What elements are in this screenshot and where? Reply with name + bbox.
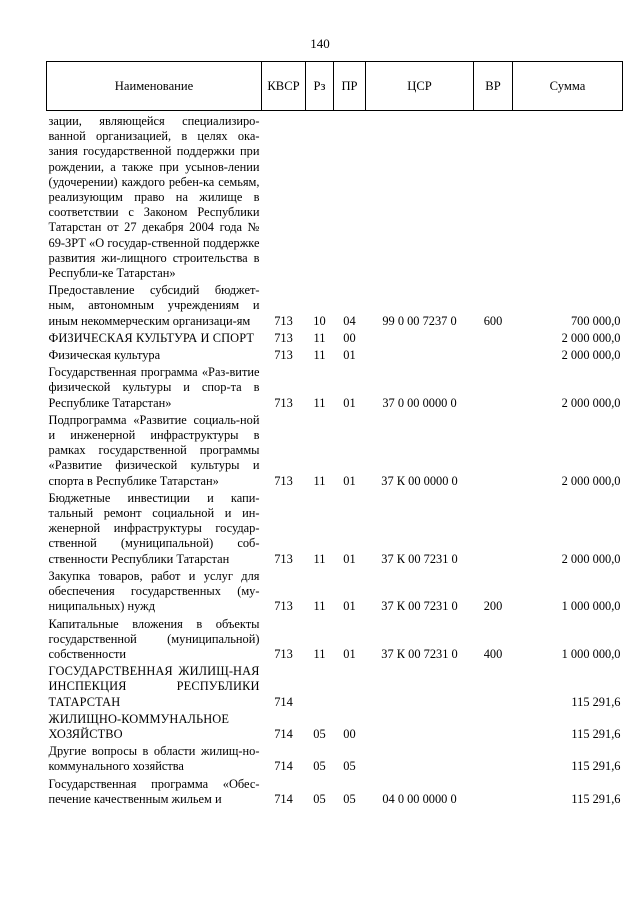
row-name: ФИЗИЧЕСКАЯ КУЛЬТУРА И СПОРТ xyxy=(48,330,255,345)
header-rz: Рз xyxy=(306,62,334,111)
row-vr xyxy=(474,413,513,491)
header-name: Наименование xyxy=(47,62,262,111)
row-name: Предоставление субсидий бюджет-ным, автономным учреждениям и иным некоммерческим организаци-ям xyxy=(48,283,260,328)
row-rz: 11 xyxy=(313,348,326,363)
row-name: Бюджетные инвестиции и капи-тальный ремонт социальной и ин-женерной инфраструктуры государ-ственной (муниципальной) соб-ственности Республики Татарстан xyxy=(48,490,260,566)
row-kvsr: 714 xyxy=(274,791,293,806)
row-pr: 04 xyxy=(343,313,356,328)
row-pr: 01 xyxy=(343,395,356,410)
row-kvsr: 713 xyxy=(274,646,293,661)
row-vr xyxy=(474,111,513,284)
row-pr xyxy=(334,664,366,712)
row-csr: 04 0 00 0000 0 xyxy=(382,791,457,806)
row-pr: 05 xyxy=(343,791,356,806)
row-kvsr xyxy=(262,111,306,284)
table-row xyxy=(47,283,623,331)
row-sum: 2 000 000,0 xyxy=(561,473,621,488)
table-row xyxy=(47,331,623,348)
row-sum: 2 000 000,0 xyxy=(561,551,621,566)
table-row xyxy=(47,365,623,413)
row-csr: 37 К 00 7231 0 xyxy=(381,646,458,661)
row-vr xyxy=(474,712,513,744)
row-csr xyxy=(366,744,474,776)
row-name: ЖИЛИЩНО-КОММУНАЛЬНОЕ ХОЗЯЙСТВО xyxy=(48,711,230,741)
row-pr: 01 xyxy=(343,599,356,614)
row-csr: 37 К 00 0000 0 xyxy=(381,473,458,488)
row-vr xyxy=(474,365,513,413)
row-rz: 11 xyxy=(313,395,326,410)
row-rz: 11 xyxy=(313,473,326,488)
row-name: Другие вопросы в области жилищ-но-коммунального хозяйства xyxy=(48,744,260,774)
row-kvsr: 714 xyxy=(274,759,293,774)
row-rz: 11 xyxy=(313,646,326,661)
row-csr: 37 К 00 7231 0 xyxy=(381,551,458,566)
row-sum xyxy=(513,111,623,284)
table-row xyxy=(47,348,623,365)
row-kvsr: 713 xyxy=(274,599,293,614)
row-name: Закупка товаров, работ и услуг для обеспечения государственных (му-ниципальных) нужд xyxy=(48,568,260,614)
row-kvsr: 713 xyxy=(274,330,293,345)
row-kvsr: 713 xyxy=(274,395,293,410)
row-csr xyxy=(366,712,474,744)
row-name: Физическая культура xyxy=(48,348,161,363)
row-pr xyxy=(334,111,366,284)
row-csr xyxy=(366,331,474,348)
table-row xyxy=(47,744,623,776)
table-row xyxy=(47,569,623,617)
row-sum: 115 291,6 xyxy=(571,694,621,709)
row-name: зации, являющейся специализиро-ванной организацией, в целях ока-зания государственной поддержки при рождении, а также при усынов-лении (удочерении) каждого ребен-ка семьям, реализующим право на жилище в соответствии с Законом Республики Татарстан от 27 декабря 2004 года № 69-ЗРТ «О государ-ственной поддержке развития жи-лищного строительства в Республи-ке Татарстан» xyxy=(48,114,260,281)
row-pr: 05 xyxy=(343,759,356,774)
table-row xyxy=(47,617,623,665)
row-kvsr: 714 xyxy=(274,726,293,741)
row-sum: 115 291,6 xyxy=(571,759,621,774)
row-pr: 01 xyxy=(343,473,356,488)
row-rz xyxy=(306,111,334,284)
table-row xyxy=(47,777,623,809)
row-pr: 01 xyxy=(343,551,356,566)
page-number: 140 xyxy=(310,36,330,51)
table-row xyxy=(47,111,623,284)
row-rz: 05 xyxy=(313,791,326,806)
row-vr: 200 xyxy=(483,599,503,614)
header-kvsr: КВСР xyxy=(262,62,306,111)
row-kvsr: 713 xyxy=(274,551,293,566)
row-vr xyxy=(474,348,513,365)
row-csr: 99 0 00 7237 0 xyxy=(382,313,457,328)
row-name: Государственная программа «Обес-печение качественным жильем и xyxy=(48,776,260,806)
header-vr: ВР xyxy=(474,62,513,111)
row-kvsr: 714 xyxy=(274,694,293,709)
row-pr: 01 xyxy=(343,348,356,363)
row-sum: 115 291,6 xyxy=(571,726,621,741)
row-rz: 05 xyxy=(313,759,326,774)
table-row xyxy=(47,491,623,569)
row-csr xyxy=(366,348,474,365)
row-kvsr: 713 xyxy=(274,348,293,363)
table-header-row xyxy=(47,62,623,111)
row-sum: 2 000 000,0 xyxy=(561,395,621,410)
row-kvsr: 713 xyxy=(274,473,293,488)
row-sum: 700 000,0 xyxy=(570,313,621,328)
row-name: Государственная программа «Раз-витие физической культуры и спор-та в Республике Татарстан» xyxy=(48,365,260,410)
row-pr: 00 xyxy=(343,726,356,741)
header-pr: ПР xyxy=(334,62,366,111)
table-row xyxy=(47,413,623,491)
row-csr: 37 0 00 0000 0 xyxy=(382,395,457,410)
header-sum: Сумма xyxy=(513,62,623,111)
row-rz: 11 xyxy=(313,599,326,614)
row-rz: 10 xyxy=(313,313,326,328)
row-sum: 2 000 000,0 xyxy=(561,348,621,363)
row-vr xyxy=(474,744,513,776)
row-pr: 00 xyxy=(343,330,356,345)
budget-table xyxy=(46,61,623,809)
row-rz: 05 xyxy=(313,726,326,741)
table-row xyxy=(47,664,623,712)
row-pr: 01 xyxy=(343,646,356,661)
row-rz: 11 xyxy=(313,330,326,345)
row-sum: 1 000 000,0 xyxy=(561,599,621,614)
row-vr xyxy=(474,491,513,569)
row-vr: 400 xyxy=(483,646,503,661)
row-name: Подпрограмма «Развитие социаль-ной и инженерной инфраструктуры в рамках государственной программы «Развитие физической культуры и спорта в Республике Татарстан» xyxy=(48,412,260,488)
row-rz xyxy=(306,664,334,712)
row-csr xyxy=(366,111,474,284)
row-name: Капитальные вложения в объекты государственной (муниципальной) собственности xyxy=(48,616,260,661)
row-vr xyxy=(474,331,513,348)
row-name: ГОСУДАРСТВЕННАЯ ЖИЛИЩ-НАЯ ИНСПЕКЦИЯ РЕСПУБЛИКИ ТАТАРСТАН xyxy=(48,664,260,709)
table-row xyxy=(47,712,623,744)
row-vr xyxy=(474,777,513,809)
row-csr xyxy=(366,664,474,712)
row-sum: 1 000 000,0 xyxy=(561,646,621,661)
header-csr: ЦСР xyxy=(366,62,474,111)
row-vr: 600 xyxy=(483,313,503,328)
row-csr: 37 К 00 7231 0 xyxy=(381,599,458,614)
row-vr xyxy=(474,664,513,712)
row-sum: 2 000 000,0 xyxy=(561,330,621,345)
row-kvsr: 713 xyxy=(274,313,293,328)
row-rz: 11 xyxy=(313,551,326,566)
row-sum: 115 291,6 xyxy=(571,791,621,806)
